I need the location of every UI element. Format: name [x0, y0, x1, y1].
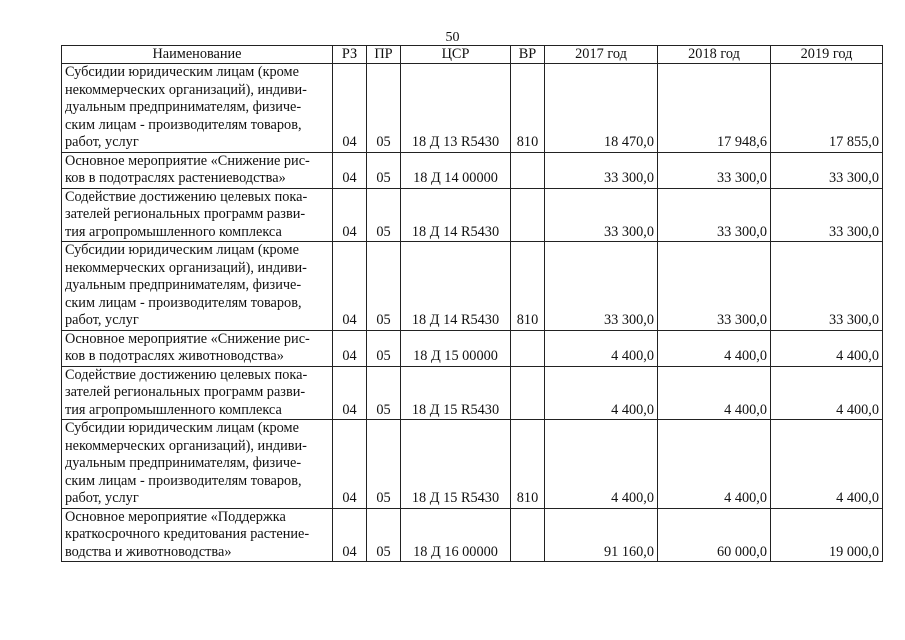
row-vr: [511, 366, 545, 420]
table-row: [62, 330, 883, 366]
page-number: 50: [445, 30, 460, 45]
row-rz: 04: [333, 152, 367, 188]
row-pr: 05: [367, 188, 401, 242]
table-row: [62, 152, 883, 188]
budget-table: [61, 45, 883, 562]
row-vr: [511, 330, 545, 366]
row-csr: 18 Д 15 00000: [401, 330, 511, 366]
row-rz: 04: [333, 508, 367, 562]
row-2017: 33 300,0: [545, 188, 658, 242]
row-name: Основное мероприятие «Снижение рис- ков в подотраслях животноводства»: [62, 330, 333, 366]
row-vr: [511, 508, 545, 562]
header-vr: ВР: [511, 46, 545, 64]
header-2018: 2018 год: [658, 46, 771, 64]
table-row: [62, 242, 883, 331]
table-row: [62, 508, 883, 562]
row-2017: 4 400,0: [545, 420, 658, 509]
row-rz: 04: [333, 188, 367, 242]
row-name: Основное мероприятие «Поддержка краткосрочного кредитования растение- водства и животноводства»: [62, 508, 333, 562]
row-2018: 17 948,6: [658, 64, 771, 153]
row-name: Субсидии юридическим лицам (кроме некоммерческих организаций), индиви- дуальным предпринимателям, физиче- ским лицам - производителям товаров, работ, услуг: [62, 242, 333, 331]
row-2017: 4 400,0: [545, 366, 658, 420]
row-name: Содействие достижению целевых пока- зателей региональных программ разви- тия агропромышленного комплекса: [62, 188, 333, 242]
row-pr: 05: [367, 330, 401, 366]
row-name: Основное мероприятие «Снижение рис- ков в подотраслях растениеводства»: [62, 152, 333, 188]
row-pr: 05: [367, 508, 401, 562]
row-vr: 810: [511, 242, 545, 331]
header-2017: 2017 год: [545, 46, 658, 64]
header-row: [62, 46, 883, 64]
header-2019: 2019 год: [771, 46, 883, 64]
row-csr: 18 Д 14 R5430: [401, 188, 511, 242]
row-2019: 19 000,0: [771, 508, 883, 562]
row-2018: 33 300,0: [658, 242, 771, 331]
row-rz: 04: [333, 242, 367, 331]
row-2017: 4 400,0: [545, 330, 658, 366]
row-pr: 05: [367, 420, 401, 509]
row-2017: 18 470,0: [545, 64, 658, 153]
row-2017: 33 300,0: [545, 242, 658, 331]
row-vr: [511, 188, 545, 242]
row-csr: 18 Д 14 R5430: [401, 242, 511, 331]
row-2019: 4 400,0: [771, 366, 883, 420]
row-2018: 60 000,0: [658, 508, 771, 562]
table-row: [62, 366, 883, 420]
row-2019: 33 300,0: [771, 242, 883, 331]
row-pr: 05: [367, 242, 401, 331]
row-name: Субсидии юридическим лицам (кроме некоммерческих организаций), индиви- дуальным предпринимателям, физиче- ским лицам - производителям товаров, работ, услуг: [62, 420, 333, 509]
table-row: [62, 420, 883, 509]
row-2019: 4 400,0: [771, 420, 883, 509]
row-rz: 04: [333, 64, 367, 153]
row-csr: 18 Д 13 R5430: [401, 64, 511, 153]
row-rz: 04: [333, 330, 367, 366]
row-vr: 810: [511, 420, 545, 509]
row-2018: 4 400,0: [658, 330, 771, 366]
row-rz: 04: [333, 420, 367, 509]
row-pr: 05: [367, 152, 401, 188]
row-pr: 05: [367, 366, 401, 420]
row-2018: 4 400,0: [658, 366, 771, 420]
row-2019: 33 300,0: [771, 152, 883, 188]
row-vr: [511, 152, 545, 188]
row-csr: 18 Д 16 00000: [401, 508, 511, 562]
row-2019: 17 855,0: [771, 64, 883, 153]
table-row: [62, 64, 883, 153]
row-csr: 18 Д 14 00000: [401, 152, 511, 188]
header-csr: ЦСР: [401, 46, 511, 64]
header-rz: РЗ: [333, 46, 367, 64]
row-2019: 33 300,0: [771, 188, 883, 242]
row-name: Субсидии юридическим лицам (кроме некоммерческих организаций), индиви- дуальным предпринимателям, физиче- ским лицам - производителям товаров, работ, услуг: [62, 64, 333, 153]
table-row: [62, 188, 883, 242]
row-csr: 18 Д 15 R5430: [401, 420, 511, 509]
row-csr: 18 Д 15 R5430: [401, 366, 511, 420]
row-2017: 33 300,0: [545, 152, 658, 188]
row-2018: 4 400,0: [658, 420, 771, 509]
row-vr: 810: [511, 64, 545, 153]
row-2017: 91 160,0: [545, 508, 658, 562]
row-rz: 04: [333, 366, 367, 420]
header-pr: ПР: [367, 46, 401, 64]
row-pr: 05: [367, 64, 401, 153]
row-2019: 4 400,0: [771, 330, 883, 366]
header-name: Наименование: [62, 46, 333, 64]
row-2018: 33 300,0: [658, 152, 771, 188]
row-name: Содействие достижению целевых пока- зателей региональных программ разви- тия агропромышленного комплекса: [62, 366, 333, 420]
row-2018: 33 300,0: [658, 188, 771, 242]
